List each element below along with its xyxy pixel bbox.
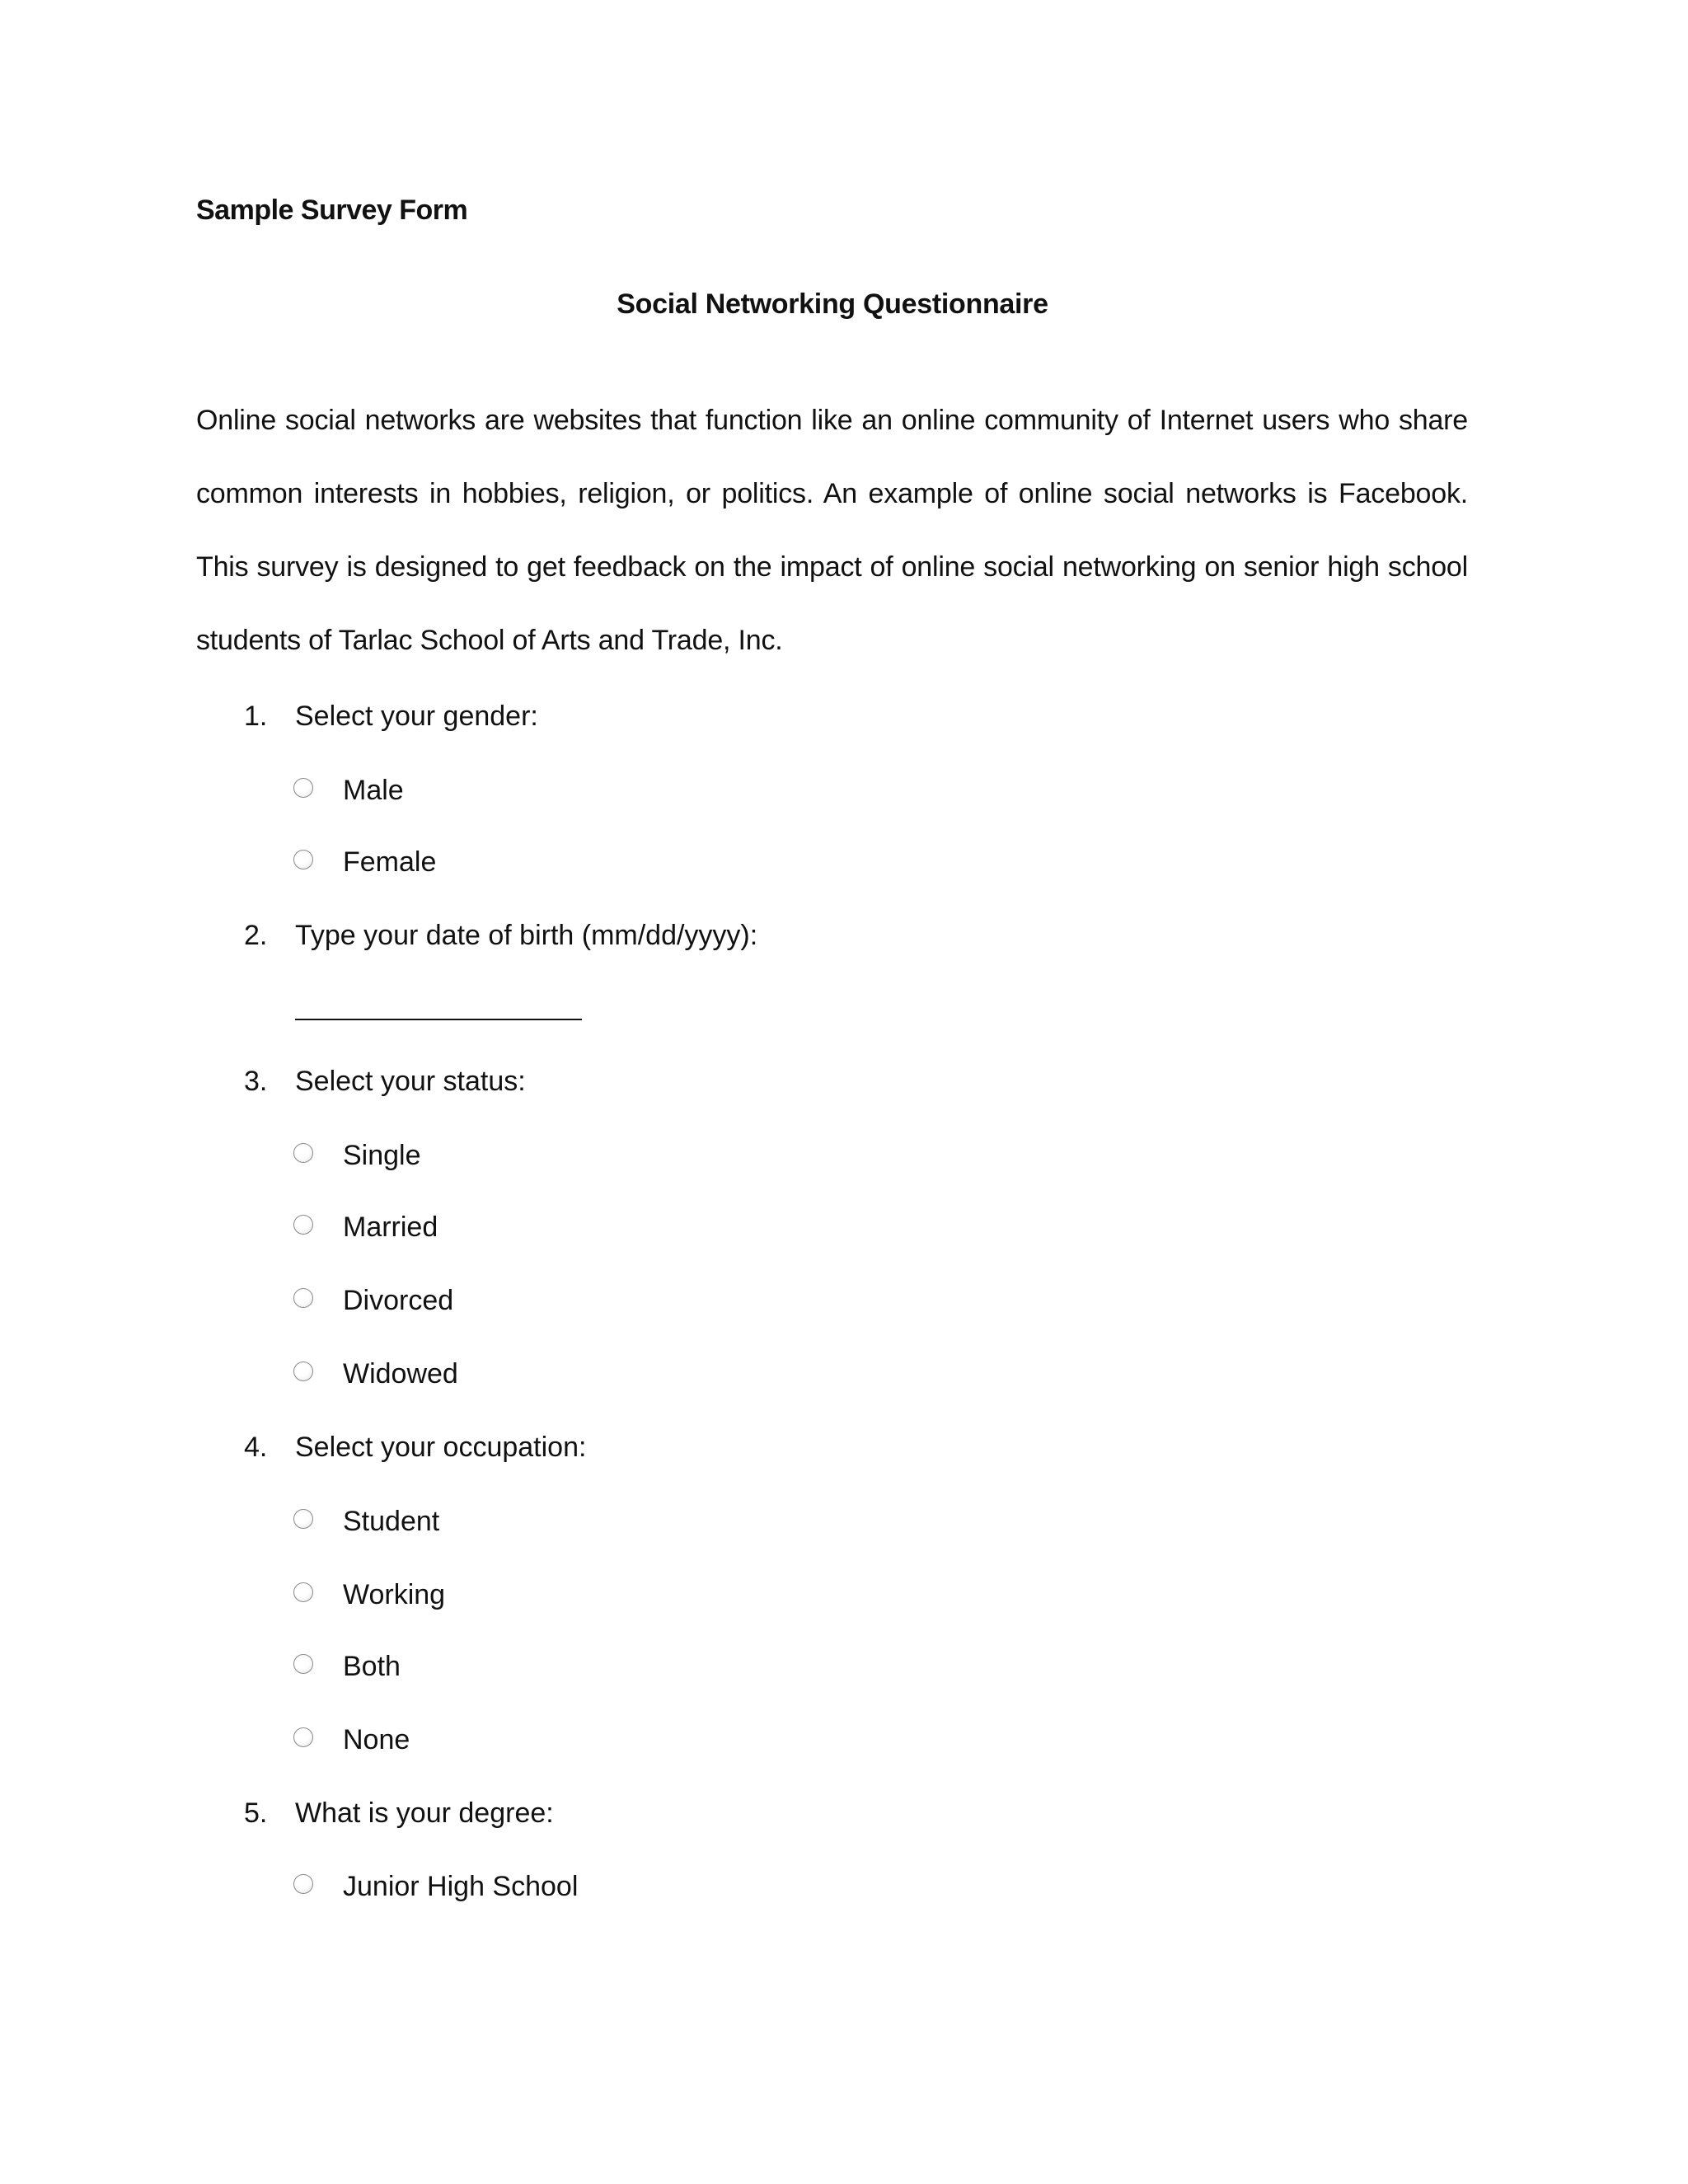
radio-button-icon[interactable]	[293, 1727, 313, 1747]
radio-button-icon[interactable]	[293, 1509, 313, 1529]
question-3	[244, 1066, 526, 1098]
question-text: Select your gender:	[295, 701, 538, 732]
radio-button-icon[interactable]	[293, 1582, 313, 1602]
option-label: Working	[343, 1579, 446, 1610]
option-label: None	[343, 1724, 410, 1755]
question-1	[244, 701, 538, 733]
radio-button-icon[interactable]	[293, 1361, 313, 1381]
intro-paragraph: Online social networks are websites that function like an online community of Internet users who share common interests in hobbies, religion, or politics. An example of online social networks is Facebook. This survey is designed to get feedback on the impact of online social networking on senior high school students of Tarlac School of Arts and Trade, Inc.	[196, 405, 1468, 656]
question-number: 2.	[244, 920, 268, 951]
question-number: 5.	[244, 1797, 268, 1829]
radio-button-icon[interactable]	[293, 1874, 313, 1894]
question-2	[244, 920, 757, 952]
radio-button-icon[interactable]	[293, 850, 313, 869]
radio-button-icon[interactable]	[293, 778, 313, 798]
document-title: Social Networking Questionnaire	[617, 288, 1048, 320]
radio-button-icon[interactable]	[293, 1143, 313, 1163]
option-label: Male	[343, 775, 404, 806]
option-label: Married	[343, 1212, 438, 1243]
question-text: Type your date of birth (mm/dd/yyyy):	[295, 920, 758, 951]
option-label: Junior High School	[343, 1871, 579, 1902]
radio-button-icon[interactable]	[293, 1654, 313, 1674]
date-of-birth-field[interactable]	[295, 1019, 582, 1020]
option-label: Student	[343, 1506, 440, 1537]
question-text: Select your occupation:	[295, 1432, 587, 1463]
question-text: Select your status:	[295, 1066, 526, 1097]
document-label: Sample Survey Form	[196, 194, 468, 226]
option-label: Both	[343, 1651, 401, 1682]
radio-button-icon[interactable]	[293, 1215, 313, 1235]
option-label: Widowed	[343, 1358, 458, 1390]
option-label: Divorced	[343, 1285, 454, 1316]
question-5	[244, 1797, 554, 1830]
option-label: Single	[343, 1140, 421, 1171]
question-number: 1.	[244, 701, 268, 732]
question-number: 3.	[244, 1066, 268, 1097]
radio-button-icon[interactable]	[293, 1288, 313, 1308]
question-text: What is your degree:	[295, 1797, 554, 1829]
option-label: Female	[343, 846, 437, 878]
question-number: 4.	[244, 1432, 268, 1463]
question-4	[244, 1432, 586, 1464]
